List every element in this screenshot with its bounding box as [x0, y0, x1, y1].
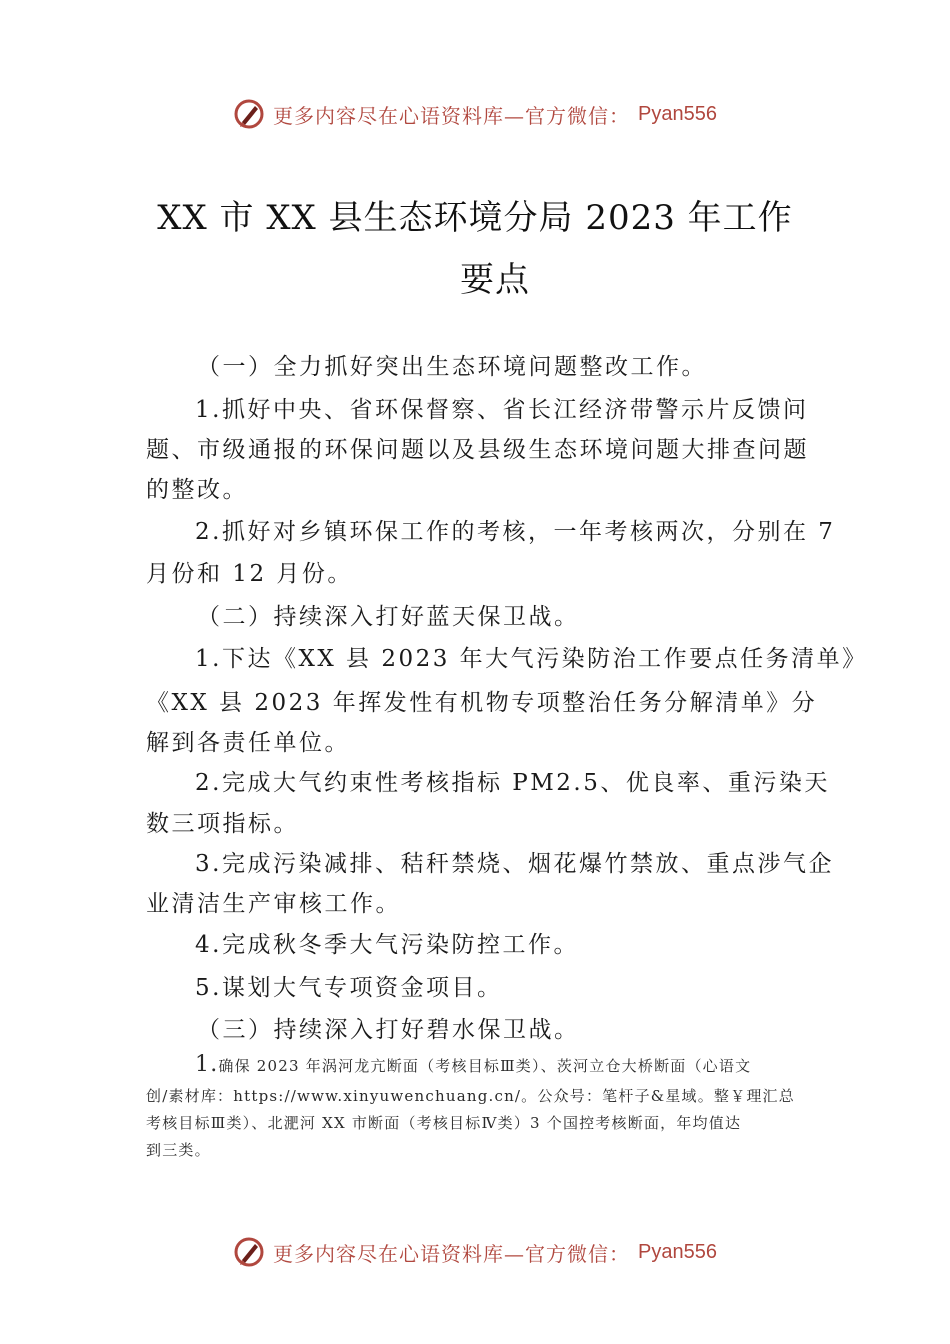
section-3-heading: （三）持续深入打好碧水保卫战。: [197, 1017, 580, 1043]
quill-logo-icon: [233, 98, 265, 130]
document-title-line-2: 要点: [460, 260, 530, 300]
banner-wechat-id: Pyan556: [638, 102, 717, 125]
header-banner: [0, 98, 950, 130]
section-1-item-2-line-1: 2.抓好对乡镇环保工作的考核，一年考核两次，分别在 7: [195, 519, 836, 545]
document-title-line-1: XX 市 XX 县生态环境分局 2023 年工作: [157, 198, 793, 238]
banner-wechat-id: Pyan556: [638, 1240, 717, 1263]
section-2-item-2-line-2: 数三项指标。: [146, 811, 299, 837]
section-1-item-1-line-2: 题、市级通报的环保问题以及县级生态环境问题大排查问题: [146, 437, 809, 463]
section-3-item-1-text: 确保 2023 年涡河龙亢断面（考核目标Ⅲ类）、茨河立仓大桥断面（心语文: [218, 1057, 752, 1075]
section-2-item-2-line-1: 2.完成大气约束性考核指标 PM2.5、优良率、重污染天: [195, 770, 830, 796]
section-2-item-1-line-1: 1.下达《XX 县 2023 年大气污染防治工作要点任务清单》: [195, 646, 868, 672]
footer-banner: [0, 1236, 950, 1268]
section-3-item-1-line-4: 到三类。: [146, 1141, 211, 1159]
banner-text: 更多内容尽在心语资料库—官方微信：: [273, 1241, 631, 1266]
section-3-item-1-line-3: 考核目标Ⅲ类）、北淝河 XX 市断面（考核目标Ⅳ类）3 个国控考核断面，年均值达: [146, 1114, 742, 1132]
section-2-heading: （二）持续深入打好蓝天保卫战。: [197, 604, 580, 630]
section-2-item-1-line-2: 《XX 县 2023 年挥发性有机物专项整治任务分解清单》分: [146, 690, 818, 716]
section-1-item-1-line-1: 1.抓好中央、省环保督察、省长江经济带警示片反馈问: [195, 397, 809, 423]
section-1-item-2-line-2: 月份和 12 月份。: [146, 561, 353, 587]
quill-logo-icon: [233, 1236, 265, 1268]
banner-text: 更多内容尽在心语资料库—官方微信：: [273, 103, 631, 128]
section-2-item-3-line-2: 业清洁生产审核工作。: [146, 891, 401, 917]
section-1-item-1-line-3: 的整改。: [146, 477, 248, 503]
section-1-heading: （一）全力抓好突出生态环境问题整改工作。: [197, 354, 707, 380]
section-3-item-1-number: 1.: [195, 1052, 219, 1077]
section-2-item-3-line-1: 3.完成污染减排、秸秆禁烧、烟花爆竹禁放、重点涉气企: [195, 851, 834, 877]
section-2-item-4: 4.完成秋冬季大气污染防控工作。: [195, 932, 579, 958]
section-3-item-1-line-1: [195, 1052, 751, 1077]
section-3-item-1-line-2: 创/素材库：https://www.xinyuwenchuang.cn/。公众号：笔杆子&星域。整￥理汇总: [146, 1087, 795, 1105]
section-2-item-1-line-3: 解到各责任单位。: [146, 730, 350, 756]
section-2-item-5: 5.谋划大气专项资金项目。: [195, 975, 503, 1001]
